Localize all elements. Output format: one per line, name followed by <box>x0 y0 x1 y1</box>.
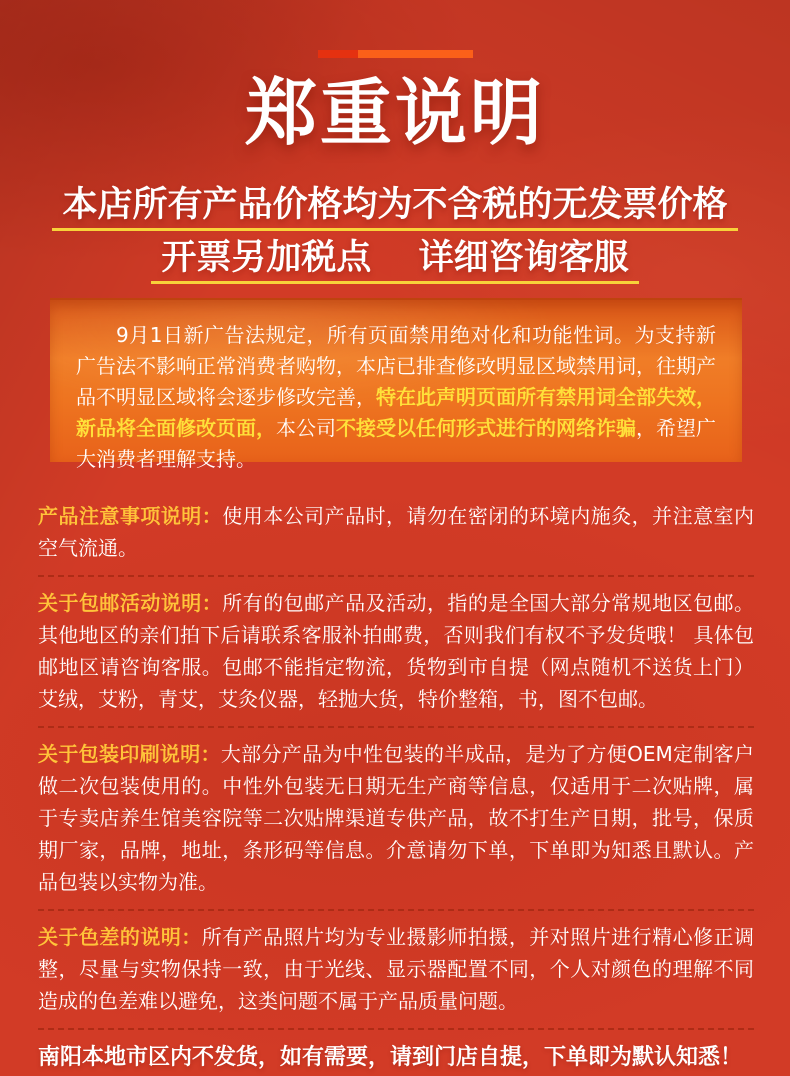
dashed-divider <box>38 575 754 577</box>
local-pickup-notice: 南阳本地市区内不发货，如有需要，请到门店自提，下单即为默认知悉！ <box>38 1045 743 1070</box>
notice-paragraph <box>38 911 754 1028</box>
accent-bar <box>318 50 473 58</box>
accent-bar-left-segment <box>318 50 358 58</box>
paragraph-label: 关于色差的说明： <box>38 925 202 949</box>
notice-text-segment: ，希望广大消费者理解支持。 <box>76 416 716 471</box>
dashed-divider <box>38 726 754 728</box>
ad-law-notice-box <box>50 298 742 471</box>
paragraph-text: 所有的包邮产品及活动，指的是全国大部分常规地区包邮。其他地区的亲们拍下后请联系客服补拍邮费，否则我们有权不予发货哦！ 具体包邮地区请咨询客服。包邮不能指定物流，货物到市自提（网点随机不送货上门）艾绒，艾粉，青艾，艾灸仪器，轻抛大货，特价整箱，书，图不包邮。 <box>38 591 755 711</box>
notice-text-segment: 本公司 <box>276 416 336 440</box>
paragraph-label: 关于包邮活动说明： <box>38 591 223 615</box>
dashed-divider <box>38 909 754 911</box>
notice-highlight-text: 特在此声明页面所有禁用词全部失效，新品将全面修改页面， <box>76 385 716 440</box>
notice-paragraph <box>38 577 754 726</box>
paragraph-label: 关于包装印刷说明： <box>38 742 221 766</box>
notice-highlight-text: 不接受以任何形式进行的网络诈骗 <box>336 416 636 440</box>
paragraph-label: 产品注意事项说明： <box>38 504 223 528</box>
ad-law-notice-text <box>76 320 716 475</box>
price-notice-line-2: 开票另加税点 详细咨询客服 <box>0 238 790 284</box>
paragraph-text: 所有产品照片均为专业摄影师拍摄，并对照片进行精心修正调整，尽量与实物保持一致，由于光线、显示器配置不同，个人对颜色的理解不同造成的色差难以避免，这类问题不属于产品质量问题。 <box>38 925 755 1013</box>
notice-sections <box>38 492 754 1071</box>
notice-paragraph <box>38 492 754 575</box>
accent-bar-right-segment <box>358 50 473 58</box>
notice-paragraph <box>38 728 754 909</box>
price-notice-line-1: 本店所有产品价格均为不含税的无发票价格 <box>0 185 790 231</box>
paragraph-text: 使用本公司产品时，请勿在密闭的环境内施灸，并注意室内空气流通。 <box>38 504 755 560</box>
notice-text-segment: 9月1日新广告法规定，所有页面禁用绝对化和功能性词。为支持新广告法不影响正常消费者购物，本店已排查修改明显区域禁用词，往期产品不明显区域将会逐步修改完善， <box>76 323 716 409</box>
paragraph-text: 大部分产品为中性包装的半成品，是为了方便OEM定制客户做二次包装使用的。中性外包装无日期无生产商等信息，仅适用于二次贴牌，属于专卖店养生馆美容院等二次贴牌渠道专供产品，故不打生产日期，批号，保质期厂家，品牌，地址，条形码等信息。介意请勿下单，下单即为知悉且默认。产品包装以实物为准。 <box>38 742 754 894</box>
dashed-divider <box>38 1028 754 1030</box>
page-title: 郑重说明 <box>244 71 545 155</box>
